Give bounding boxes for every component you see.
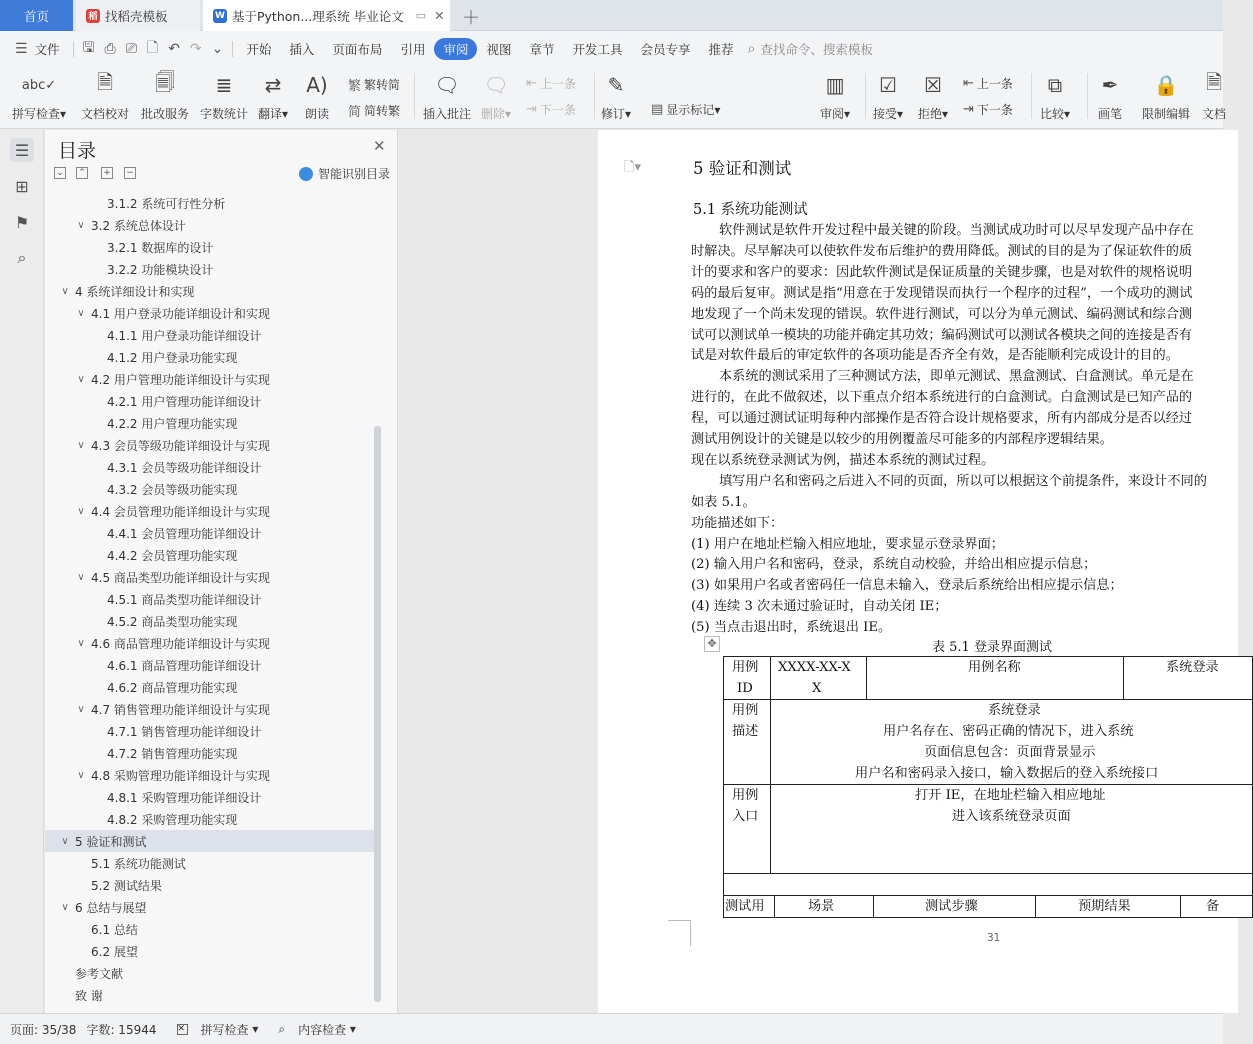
toc-item[interactable] [45, 324, 375, 346]
delete-comment-button[interactable]: 🗨 删除▾ [481, 73, 512, 121]
toc-item-label: 6 总结与展望 [75, 900, 147, 915]
writer-icon: W [213, 9, 227, 23]
review-label: 审阅 [820, 107, 845, 121]
restrict-edit-label: 限制编辑 [1142, 107, 1191, 121]
toc-item-label: 4.8.1 采购管理功能详细设计 [107, 790, 262, 805]
toc-item[interactable] [45, 764, 375, 786]
cell-text: 系统登录 [1166, 660, 1219, 675]
cell-text: 进入该系统登录页面 [952, 809, 1071, 824]
spellcheck-status-label: 拼写检查 [200, 1022, 249, 1037]
chevron-down-icon[interactable]: ∨ [61, 901, 69, 913]
tab-home[interactable] [0, 0, 73, 31]
toc-item[interactable] [45, 742, 375, 764]
search-icon: ⌕ [747, 41, 756, 57]
chevron-down-icon[interactable]: ∨ [61, 835, 69, 847]
prev-comment-label: 上一条 [539, 77, 576, 91]
remove-heading-icon[interactable]: − [124, 167, 136, 179]
body-line: 功能描述如下： [691, 515, 784, 531]
menu-start[interactable]: 开始 [246, 42, 272, 57]
toc-item-label: 4.6.1 商品管理功能详细设计 [107, 658, 262, 673]
toc-item-label: 4.6 商品管理功能详细设计与实现 [91, 636, 270, 651]
toc-item-label: 4.6.2 商品管理功能实现 [107, 680, 238, 695]
to-traditional-label: 繁转简 [364, 78, 401, 92]
to-traditional-button[interactable] [348, 75, 400, 94]
menu-chapter[interactable]: 章节 [529, 42, 555, 57]
accept-button[interactable]: ☑ 接受▾ [873, 73, 904, 121]
spellcheck-status[interactable]: ✕ 拼写检查 ▾ [177, 1022, 259, 1037]
reject-button[interactable]: ☒ 拒绝▾ [918, 73, 949, 121]
chevron-down-icon[interactable]: ∨ [77, 505, 85, 517]
page-indicator[interactable]: 页面: 35/38 [10, 1022, 77, 1037]
search-icon[interactable]: ⌕ [17, 248, 27, 267]
body-line: 试可以测试单一模块的功能并确定其功效；编码测试可以测试各模块之间的连接是否有 [691, 327, 1193, 343]
tab-document-label: 基于Python...理系统 毕业论文 [232, 8, 404, 24]
body-line: (5) 当点击退出时，系统退出 IE。 [691, 620, 892, 636]
toc-item-label: 3.2.1 数据库的设计 [107, 240, 214, 255]
toc-item-label: 5.1 系统功能测试 [91, 856, 186, 871]
prev-icon: ⇤ [526, 76, 537, 91]
cell-text: 场景 [808, 899, 835, 914]
navigation-icon[interactable]: ⊞ [15, 176, 29, 196]
toc-item[interactable] [45, 412, 375, 434]
body-line: (1) 用户在地址栏输入相应地址，要求显示登录界面； [691, 536, 1004, 552]
body-line: 测试用例设计的关键是以较少的用例覆盖尽可能多的内部程序逻辑结果。 [691, 432, 1113, 447]
content-check-label: 内容检查 [298, 1022, 347, 1037]
pen-button[interactable] [1096, 71, 1124, 122]
cell-text: XXXX-XX-X [778, 660, 851, 675]
body-line: 进行的，在此不做叙述，以下重点介绍本系统进行的白盒测试。白盒测试是已知产品的 [691, 390, 1193, 406]
compare-label: 比较 [1040, 107, 1065, 121]
toc-item[interactable] [45, 698, 375, 720]
doc-more-button[interactable] [1200, 71, 1228, 122]
separator [594, 73, 595, 119]
body-line: (4) 连续 3 次未通过验证时，自动关闭 IE； [691, 599, 948, 615]
body-line: 试是对软件最后的审定软件的各项功能是否齐全有效，是否能顺利完成设计的目的。 [691, 348, 1179, 364]
page-number: 31 [987, 932, 1001, 944]
toc-item-label: 4.2.1 用户管理功能详细设计 [107, 394, 262, 409]
file-menu[interactable]: 文件 [34, 42, 60, 57]
compare-button[interactable]: ⧉ 比较▾ [1040, 73, 1071, 121]
separator [73, 41, 74, 57]
toc-item-label: 4.4 会员管理功能详细设计与实现 [91, 504, 270, 519]
toc-item-label: 4.2 用户管理功能详细设计与实现 [91, 372, 270, 387]
export-pdf-icon[interactable]: ⎙ [104, 41, 116, 57]
chevron-down-icon[interactable]: ∨ [77, 571, 85, 583]
compare-icon: ⧉ [1047, 73, 1063, 97]
content-check-icon: ⌕ [278, 1021, 286, 1036]
toc-item-label: 6.1 总结 [91, 922, 138, 937]
delete-label: 删除 [481, 107, 506, 121]
collapse-all-icon[interactable]: ⌄ [54, 167, 66, 179]
toc-item-label: 6.2 展望 [91, 944, 138, 959]
insert-comment-label: 插入批注 [423, 107, 472, 121]
close-tab-icon[interactable]: ✕ [434, 8, 445, 23]
menu-recommend[interactable]: 推荐 [708, 42, 734, 57]
menu-member[interactable]: 会员专享 [640, 42, 691, 57]
pen-label: 画笔 [1097, 107, 1122, 121]
menu-reference[interactable]: 引用 [400, 42, 426, 57]
chevron-down-icon[interactable]: ∨ [77, 439, 85, 451]
pen-icon: ✒ [1101, 73, 1119, 97]
body-line: 填写用户名和密码之后进入不同的页面，所以可以根据这个前提条件，来设计不同的 [719, 473, 1207, 489]
toc-item-label: 4.4.1 会员管理功能详细设计 [107, 526, 262, 541]
toc-item-label: 4.8.2 采购管理功能实现 [107, 812, 238, 827]
tab-home-label: 首页 [23, 8, 49, 24]
undo-icon[interactable]: ↶ [168, 41, 180, 57]
toc-item[interactable] [45, 192, 375, 214]
body-line: (3) 如果用户名或者密码任一信息未输入，登录后系统给出相应提示信息； [691, 578, 1123, 594]
prev-change-icon: ⇤ [963, 76, 974, 91]
toc-icon[interactable]: ☰ [10, 138, 34, 162]
convert-icon: 繁 [348, 79, 362, 94]
toc-item-label: 致 谢 [75, 988, 103, 1003]
toc-item[interactable] [45, 368, 375, 390]
separator [1087, 73, 1088, 119]
spell-check-icon: ✕ [177, 1024, 188, 1035]
restrict-edit-button[interactable] [1142, 71, 1190, 122]
cell-text: 用户名存在、密码正确的情况下，进入系统 [883, 724, 1134, 739]
toc-scrollbar[interactable] [374, 426, 381, 1002]
toc-item[interactable] [45, 390, 375, 412]
separator [1031, 73, 1032, 119]
to-simplified-button[interactable] [348, 101, 400, 120]
toc-item-label: 4.8 采购管理功能详细设计与实现 [91, 768, 270, 783]
toc-item-label: 4 系统详细设计和实现 [75, 284, 195, 299]
next-comment-label: 下一条 [539, 103, 576, 117]
revise-label: 修订 [601, 107, 626, 121]
translate-icon: ⇄ [264, 73, 282, 97]
batch-service-icon: 🗐 [155, 70, 175, 94]
next-change-button[interactable] [963, 101, 1013, 118]
new-tab-icon[interactable]: ＋ [462, 8, 480, 29]
toc-item-label: 4.5.2 商品类型功能实现 [107, 614, 238, 629]
toc-item[interactable] [45, 258, 375, 280]
heading-1: 5 验证和测试 [693, 159, 792, 178]
heading-2: 5.1 系统功能测试 [693, 202, 808, 218]
spellcheck-button[interactable]: abc✓ 拼写检查▾ [12, 71, 66, 122]
toc-item-label: 4.1.1 用户登录功能详细设计 [107, 328, 262, 343]
toc-item[interactable] [45, 962, 375, 984]
accept-label: 接受 [873, 107, 898, 121]
menu-bar [0, 31, 1223, 67]
toc-item-label: 4.7.2 销售管理功能实现 [107, 746, 238, 761]
body-line: 码的最后复审。测试是指“用意在于发现错误而执行一个程序的过程”，一个成功的测试 [691, 285, 1193, 301]
save-icon[interactable]: 🖫 [82, 40, 95, 56]
spellcheck-label: 拼写检查 [12, 107, 61, 121]
toc-item[interactable] [45, 522, 375, 544]
smart-toc-button[interactable] [299, 165, 390, 182]
lock-icon: 🔒 [1153, 73, 1179, 97]
cell-text: 用例 [732, 703, 759, 718]
body-line: 本系统的测试采用了三种测试方法，即单元测试、黑盒测试、白盒测试。单元是在 [719, 369, 1194, 385]
show-markup-button[interactable]: ▤ 显示标记 ▾ [651, 102, 721, 117]
chevron-down-icon[interactable]: ∨ [77, 637, 85, 649]
read-aloud-label: 朗读 [304, 107, 329, 121]
toc-item-label: 4.7 销售管理功能详细设计与实现 [91, 702, 270, 717]
margin-corner-mark [668, 920, 691, 946]
tab-document[interactable] [203, 0, 450, 31]
separator [414, 73, 415, 119]
print-preview-icon[interactable]: 🗋 [146, 40, 159, 56]
toc-item[interactable] [45, 544, 375, 566]
prev-comment-button[interactable] [526, 75, 576, 92]
toc-item-label: 4.2.2 用户管理功能实现 [107, 416, 238, 431]
document-icon: 🗎 [1205, 70, 1223, 94]
toc-item[interactable] [45, 896, 375, 918]
table-move-handle[interactable]: ✥ [704, 636, 720, 652]
revise-button[interactable]: ✎ 修订▾ [601, 73, 632, 121]
toc-item[interactable] [45, 280, 375, 302]
toc-item[interactable] [45, 588, 375, 610]
hamburger-icon[interactable]: ☰ [15, 41, 28, 57]
word-count-indicator[interactable]: 字数: 15944 [86, 1022, 157, 1037]
word-count-button[interactable] [200, 71, 248, 122]
next-change-icon: ⇥ [963, 102, 974, 117]
reject-label: 拒绝 [918, 107, 943, 121]
body-line: 程，可以通过测试证明每种内部操作是否符合设计规格要求，所有内部成分是否以经过 [691, 411, 1193, 427]
toc-item[interactable] [45, 500, 375, 522]
body-line: 地发现了一个尚未发现的错误。软件进行测试，可以分为单元测试、编码测试和综合测 [691, 306, 1193, 322]
smart-toc-icon [299, 167, 313, 181]
chevron-down-icon[interactable]: ∨ [77, 219, 85, 231]
chevron-down-icon[interactable]: ∨ [77, 373, 85, 385]
side-toolbar [0, 130, 44, 1013]
review-pane-icon: ▥ [825, 73, 845, 97]
word-count-label: 字数统计 [200, 107, 249, 121]
document-page[interactable] [598, 130, 1238, 1013]
pane-title: 目录 [58, 140, 97, 162]
toc-item[interactable] [45, 984, 375, 1006]
comment-icon: 🗨 [434, 73, 460, 97]
toc-item[interactable] [45, 434, 375, 456]
body-line: 现在以系统登录测试为例，描述本系统的测试过程。 [691, 452, 995, 468]
table-caption: 表 5.1 登录界面测试 [932, 640, 1052, 655]
cell-text: 备 [1206, 899, 1220, 914]
page-menu-icon[interactable]: 🗋▾ [624, 160, 641, 175]
separator [865, 73, 866, 119]
cell-text: 测试步骤 [925, 899, 978, 914]
toc-item[interactable] [45, 214, 375, 236]
to-simplified-label: 简转繁 [364, 104, 401, 118]
toc-item[interactable] [45, 786, 375, 808]
toc-item-label: 4.1 用户登录功能详细设计和实现 [91, 306, 270, 321]
toc-item-label: 4.5 商品类型功能详细设计与实现 [91, 570, 270, 585]
revise-icon: ✎ [607, 73, 625, 97]
content-check-status[interactable]: ⌕ 内容检查 ▾ [278, 1021, 356, 1037]
spellcheck-icon: abc✓ [21, 77, 57, 93]
doc-proof-icon: 🗎 [96, 70, 114, 94]
smart-toc-label: 智能识别目录 [318, 167, 391, 181]
toc-item[interactable] [45, 720, 375, 742]
toc-pane [45, 130, 398, 1013]
close-icon[interactable]: ✕ [373, 137, 386, 155]
cell-text: ID [737, 681, 753, 696]
cell-text: 页面信息包含：页面背景显示 [924, 745, 1096, 760]
next-change-label: 下一条 [976, 103, 1013, 117]
doc-proof-label: 文档校对 [81, 107, 130, 121]
body-line: 时解决。尽早解决可以使软件发布后维护的费用降低。测试的目的是为了保证软件的质 [691, 243, 1193, 259]
command-search[interactable]: 查找命令、搜索模板 [760, 42, 873, 57]
cell-text: 打开 IE，在地址栏输入相应地址 [915, 788, 1106, 803]
body-line: 软件测试是软件开发过程中最关键的阶段。当测试成功时可以尽早发现产品中存在 [719, 223, 1194, 238]
toc-item[interactable] [45, 874, 375, 896]
cell-text: 系统登录 [988, 703, 1041, 718]
menu-developer[interactable]: 开发工具 [572, 42, 623, 57]
redo-icon[interactable]: ↷ [189, 41, 202, 57]
toc-item-label: 5 验证和测试 [75, 834, 147, 849]
next-comment-button[interactable] [526, 101, 576, 118]
batch-service-button[interactable] [141, 71, 189, 122]
toc-item-label: 4.3.2 会员等级功能实现 [107, 482, 238, 497]
toc-item[interactable] [45, 918, 375, 940]
toc-item[interactable] [45, 346, 375, 368]
cell-text: 描述 [732, 724, 759, 739]
reject-icon: ☒ [924, 73, 942, 97]
status-bar [0, 1013, 1223, 1044]
body-line: 如表 5.1。 [691, 494, 756, 510]
cell-text: 用户名和密码录入接口，输入数据后的登入系统接口 [855, 766, 1159, 781]
toc-item-label: 3.1.2 系统可行性分析 [107, 196, 226, 211]
batch-service-label: 批改服务 [141, 107, 190, 121]
toc-item-label: 4.3 会员等级功能详细设计与实现 [91, 438, 270, 453]
window-tab-bar [0, 0, 1223, 31]
toc-item[interactable] [45, 654, 375, 676]
more-chevron-icon[interactable]: ⌄ [211, 41, 224, 57]
tab-templates-label: 找稻壳模板 [105, 8, 168, 24]
toc-item[interactable] [45, 610, 375, 632]
prev-change-label: 上一条 [976, 77, 1013, 91]
toc-item[interactable] [45, 852, 375, 874]
review-ribbon [0, 67, 1226, 129]
toc-item[interactable] [45, 566, 375, 588]
chevron-down-icon[interactable]: ∨ [77, 703, 85, 715]
cell-text: 用例 [732, 660, 759, 675]
translate-button[interactable]: ⇄ 翻译▾ [258, 73, 289, 121]
toc-item[interactable] [45, 808, 375, 830]
separator [232, 41, 233, 57]
toc-item-label: 4.1.2 用户登录功能实现 [107, 350, 238, 365]
cell-text: 用例 [732, 788, 759, 803]
tab-templates[interactable] [76, 0, 200, 31]
menu-view[interactable]: 视图 [486, 42, 512, 57]
toc-item-label: 3.2.2 功能模块设计 [107, 262, 214, 277]
print-icon[interactable]: ⎚ [125, 41, 137, 57]
body-line: 计的要求和客户的要求：因此软件测试是保证质量的关键步骤，也是对软件的规格说明 [691, 264, 1193, 280]
toc-item-label: 参考文献 [75, 966, 124, 981]
show-markup-label: 显示标记 [666, 103, 715, 117]
chevron-down-icon[interactable]: ∨ [61, 285, 69, 297]
insert-comment-button[interactable] [423, 71, 471, 122]
cell-text: 预期结果 [1078, 899, 1131, 914]
menu-review[interactable]: 审阅 [434, 38, 477, 60]
doc-proof-button[interactable] [81, 71, 129, 122]
document-area [399, 130, 1223, 1013]
chevron-down-icon[interactable]: ∨ [77, 769, 85, 781]
toc-item-label: 3.2 系统总体设计 [91, 218, 186, 233]
prev-change-button[interactable] [963, 75, 1013, 92]
review-button[interactable]: ▥ 审阅▾ [820, 73, 851, 121]
toc-item[interactable] [45, 302, 375, 324]
toc-item-label: 4.4.2 会员管理功能实现 [107, 548, 238, 563]
toc-item[interactable] [45, 478, 375, 500]
doc-more-label: 文档 [1201, 107, 1226, 121]
read-aloud-button[interactable] [303, 71, 331, 122]
toc-item-label: 5.2 测试结果 [91, 878, 162, 893]
toc-item-label: 4.5.1 商品类型功能详细设计 [107, 592, 262, 607]
chevron-down-icon[interactable]: ∨ [77, 307, 85, 319]
toc-item-label: 4.3.1 会员等级功能详细设计 [107, 460, 262, 475]
table-cell [723, 873, 1253, 896]
toc-item[interactable] [45, 676, 375, 698]
cell-text: 入口 [732, 809, 759, 824]
cell-text: 用例名称 [968, 660, 1021, 675]
word-count-icon: ≣ [215, 73, 233, 97]
bookmark-icon[interactable]: ⚑ [14, 212, 30, 232]
cell-text: 测试用 [725, 899, 765, 914]
cell-text: X [812, 681, 822, 696]
show-markup-icon: ▤ [651, 102, 664, 117]
translate-label: 翻译 [258, 107, 283, 121]
menu-insert[interactable]: 插入 [289, 42, 315, 57]
toc-item[interactable] [45, 456, 375, 478]
toc-item-label: 4.7.1 销售管理功能详细设计 [107, 724, 262, 739]
menu-page-layout[interactable]: 页面布局 [332, 42, 383, 57]
toc-item[interactable] [45, 632, 375, 654]
toc-item[interactable] [45, 940, 375, 962]
next-icon: ⇥ [526, 102, 537, 117]
body-line: (2) 输入用户名和密码，登录，系统自动校验，并给出相应提示信息； [691, 557, 1097, 573]
delete-comment-icon: 🗨 [483, 73, 509, 97]
convert-icon: 简 [348, 105, 362, 120]
screen-icon[interactable]: ▭ [415, 9, 427, 22]
expand-up-icon[interactable]: ⌃ [76, 167, 88, 179]
toc-item[interactable] [45, 830, 375, 852]
add-heading-icon[interactable]: + [101, 167, 113, 179]
docer-icon: 稻 [86, 9, 100, 23]
toc-item[interactable] [45, 236, 375, 258]
read-aloud-icon: A) [306, 73, 328, 97]
accept-icon: ☑ [879, 73, 897, 97]
